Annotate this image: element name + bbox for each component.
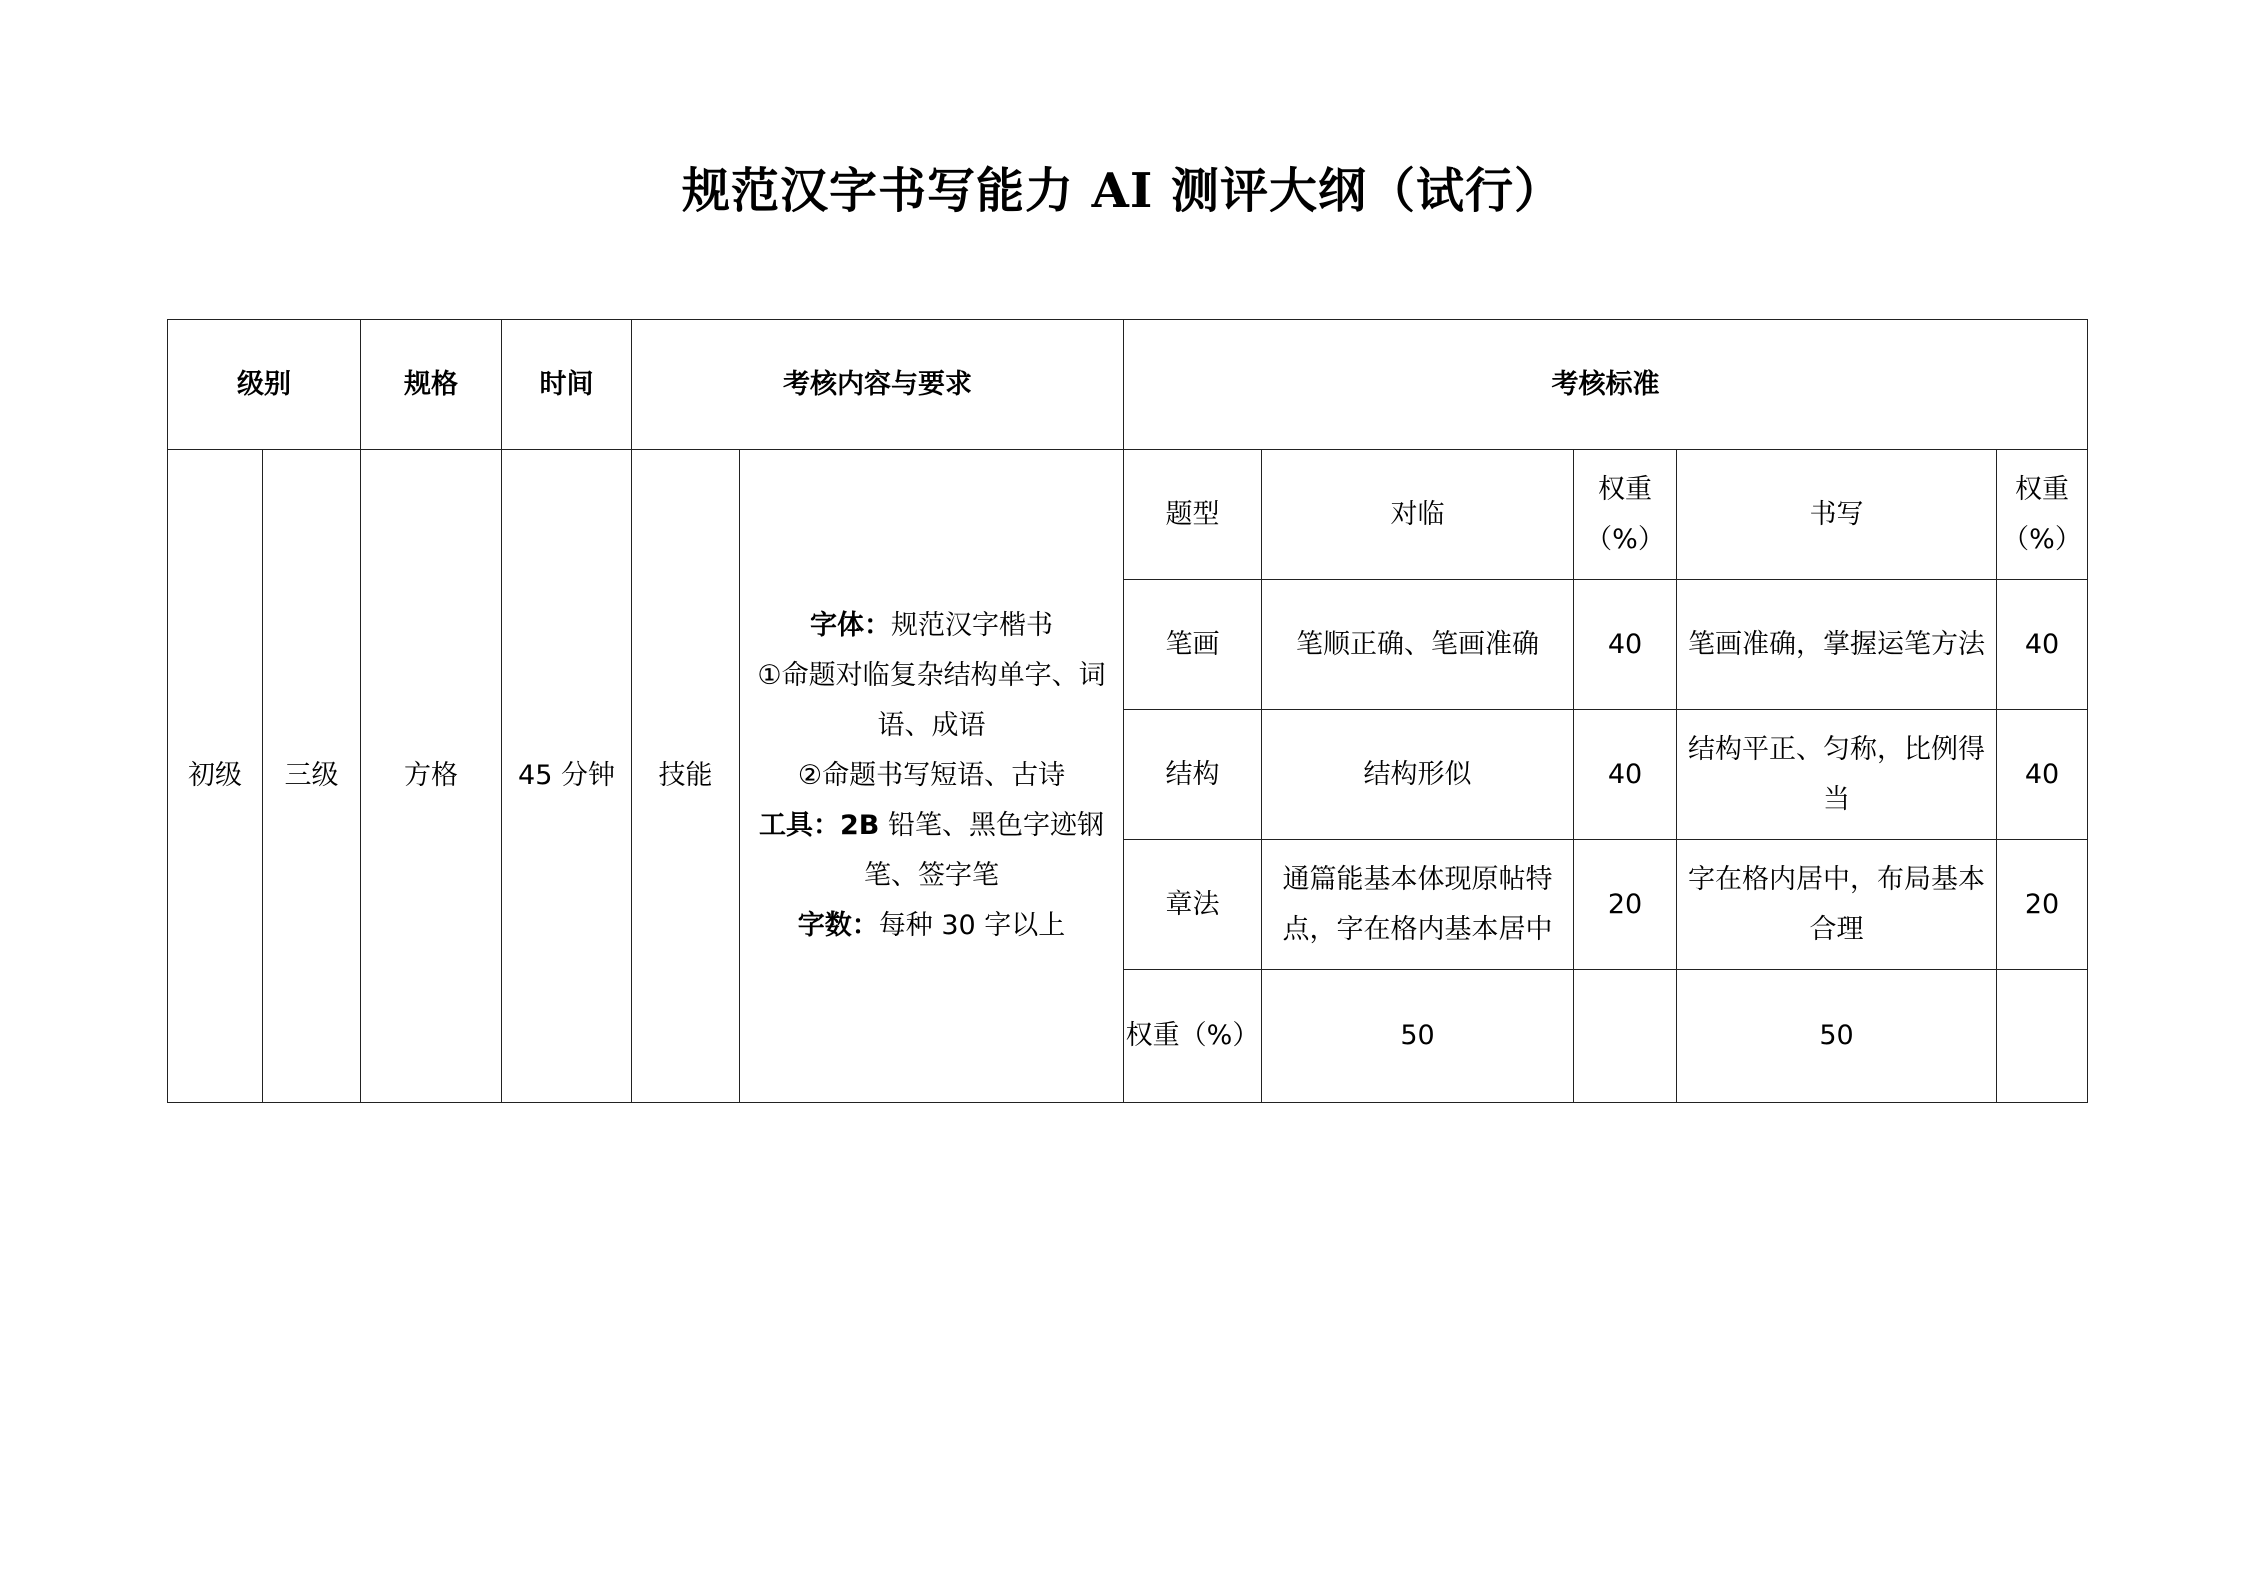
col-copy-header: 对临 [1262,450,1574,580]
time-cell: 45 分钟 [502,450,632,1103]
criteria-copy: 结构形似 [1262,710,1574,840]
syllabus-table [167,319,2088,1103]
criteria-write-weight: 20 [1997,840,2088,970]
header-standard: 考核标准 [1124,320,2088,450]
requirements-cell [740,450,1124,1103]
category-cell: 技能 [632,450,740,1103]
header-content: 考核内容与要求 [632,320,1124,450]
col-type-header: 题型 [1124,450,1262,580]
total-label: 权重（%） [1124,970,1262,1103]
req-tools-line [740,801,1123,901]
level-grade-cell: 三级 [263,450,361,1103]
criteria-write-weight: 40 [1997,580,2088,710]
req-font-value: 规范汉字楷书 [891,610,1053,641]
req-tools-bold: 2B [840,810,880,841]
page-title: 规范汉字书写能力 AI 测评大纲（试行） [681,163,1564,219]
col-write-header: 书写 [1677,450,1997,580]
criteria-type: 笔画 [1124,580,1262,710]
criteria-type: 结构 [1124,710,1262,840]
criteria-write: 字在格内居中，布局基本合理 [1677,840,1997,970]
criteria-copy-weight: 20 [1574,840,1677,970]
criteria-copy-weight: 40 [1574,710,1677,840]
req-tools-value: 铅笔、黑色字迹钢笔、签字笔 [864,810,1104,891]
criteria-header-row [168,450,2088,580]
header-level: 级别 [168,320,361,450]
criteria-type: 章法 [1124,840,1262,970]
criteria-copy: 笔顺正确、笔画准确 [1262,580,1574,710]
criteria-copy-weight: 40 [1574,580,1677,710]
table-header-row [168,320,2088,450]
req-font-label: 字体： [810,610,891,641]
req-item2: ②命题书写短语、古诗 [797,760,1066,791]
total-write: 50 [1677,970,1997,1103]
col-copy-weight-header: 权重（%） [1574,450,1677,580]
req-count-value: 每种 30 字以上 [878,910,1066,941]
header-time: 时间 [502,320,632,450]
req-count-line [740,901,1123,951]
total-copy-empty [1574,970,1677,1103]
criteria-write: 结构平正、匀称，比例得当 [1677,710,1997,840]
req-tools-label: 工具： [759,810,841,841]
req-item1: ①命题对临复杂结构单字、词语、成语 [757,660,1106,741]
total-copy: 50 [1262,970,1574,1103]
req-count-label: 字数： [797,910,879,941]
total-write-empty [1997,970,2088,1103]
criteria-write: 笔画准确，掌握运笔方法 [1677,580,1997,710]
header-spec: 规格 [361,320,502,450]
col-write-weight-header: 权重（%） [1997,450,2088,580]
spec-cell: 方格 [361,450,502,1103]
criteria-copy: 通篇能基本体现原帖特点，字在格内基本居中 [1262,840,1574,970]
criteria-write-weight: 40 [1997,710,2088,840]
req-font-line [740,601,1123,651]
level-primary-cell: 初级 [168,450,263,1103]
